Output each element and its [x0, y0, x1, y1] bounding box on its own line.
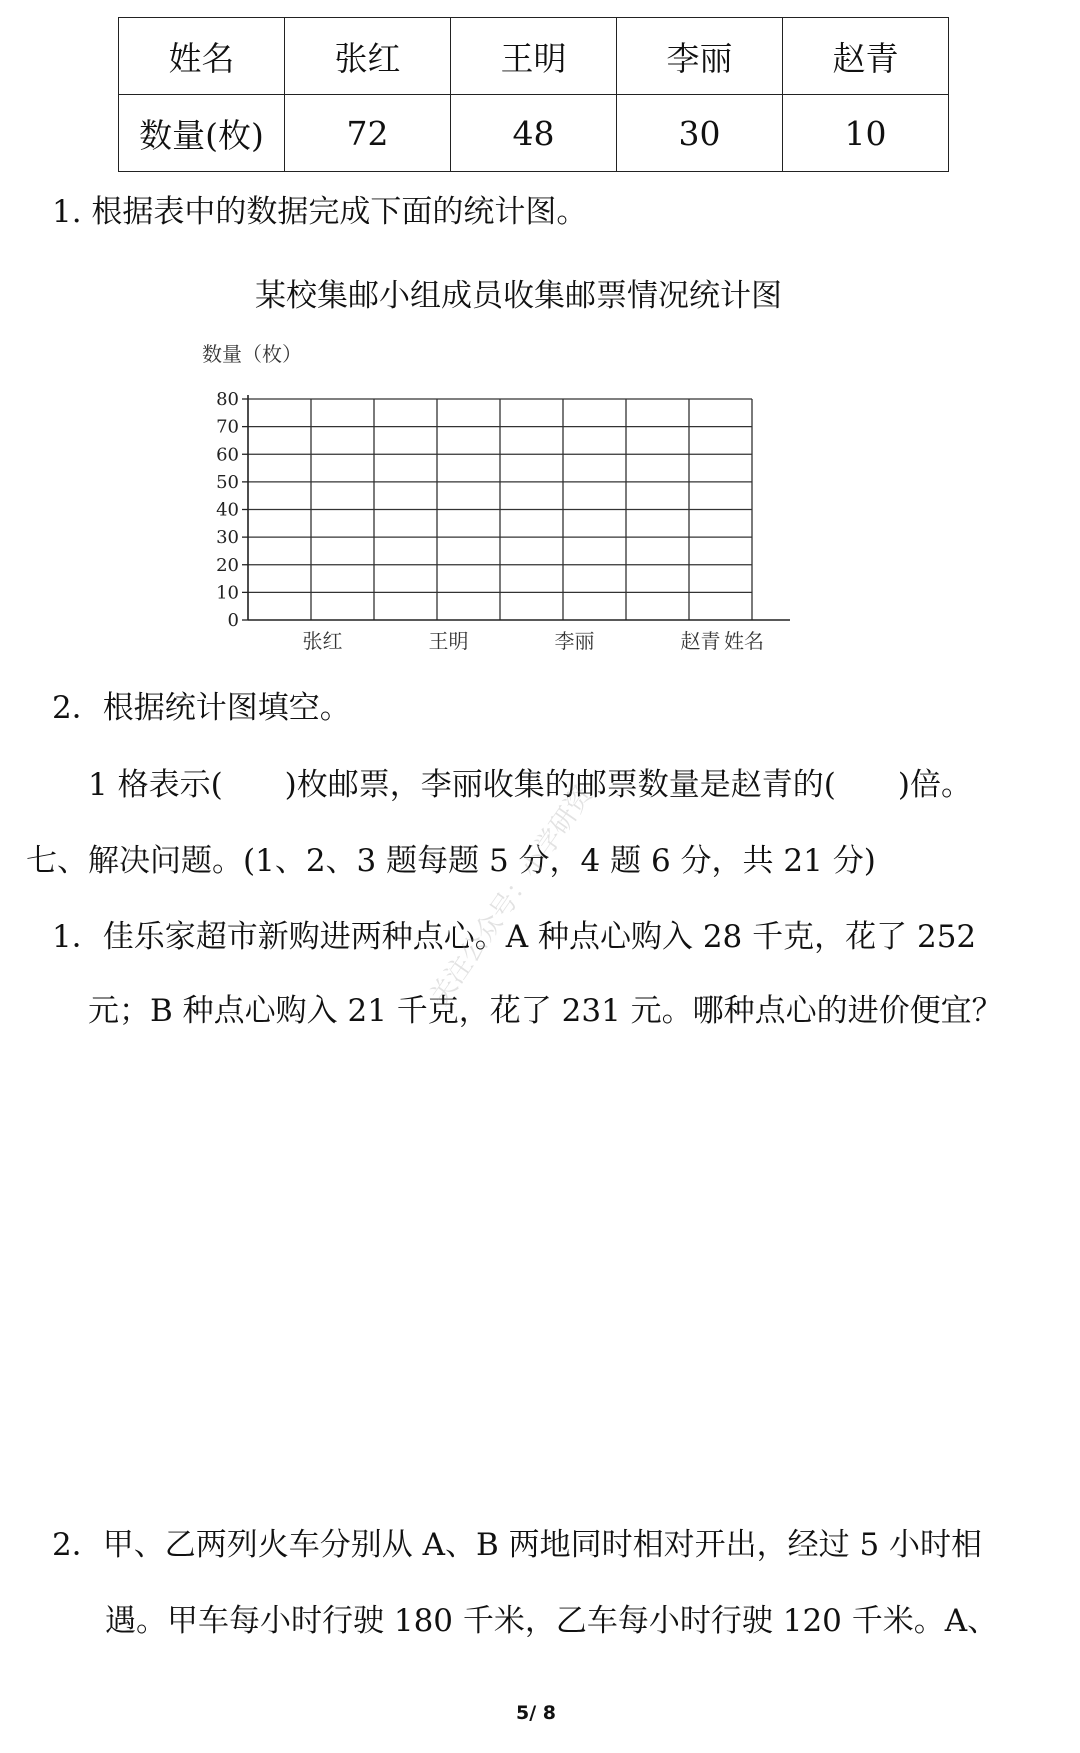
question-1: 1. 根据表中的数据完成下面的统计图。: [52, 194, 588, 230]
x-axis-label: 姓名: [724, 629, 764, 653]
y-tick-label: 20: [216, 554, 239, 576]
problem-1-line-1: 1．佳乐家超市新购进两种点心。A 种点心购入 28 千克，花了 252: [52, 919, 977, 955]
y-tick-label: 50: [216, 471, 239, 493]
problem-2-line-2: 遇。甲车每小时行驶 180 千米，乙车每小时行驶 120 千米。A、: [105, 1603, 999, 1639]
table-header-row: [119, 18, 949, 95]
table-cell: 48: [451, 95, 617, 172]
bar-chart: [190, 335, 890, 665]
y-tick-label: 80: [216, 389, 239, 410]
chart-title: 某校集邮小组成员收集邮票情况统计图: [255, 278, 782, 314]
page-number: 5/ 8: [516, 1702, 556, 1724]
y-tick-label: 70: [216, 416, 239, 438]
table-cell: 30: [617, 95, 783, 172]
table-row: [119, 95, 949, 172]
y-tick-label: 30: [216, 527, 239, 549]
table-cell: 10: [783, 95, 949, 172]
category-label: 张红: [302, 629, 343, 653]
question-2-fill: 1 格表示( )枚邮票，李丽收集的邮票数量是赵青的( )倍。: [88, 767, 972, 803]
watermark: 关注公众号：小学研资: [424, 780, 599, 1011]
table-cell: 李丽: [617, 18, 783, 95]
table-cell: 王明: [451, 18, 617, 95]
question-2: 2．根据统计图填空。: [52, 690, 351, 726]
section-7-heading: 七、解决问题。(1、2、3 题每题 5 分，4 题 6 分，共 21 分): [26, 843, 876, 879]
category-label: 王明: [428, 629, 469, 653]
y-tick-label: 0: [227, 610, 239, 631]
problem-1-line-2: 元；B 种点心购入 21 千克，花了 231 元。哪种点心的进价便宜？: [88, 993, 1003, 1029]
table-cell: 姓名: [119, 18, 285, 95]
table-cell: 张红: [285, 18, 451, 95]
y-tick-label: 40: [216, 499, 239, 521]
table-cell: 赵青: [783, 18, 949, 95]
y-tick-label: 10: [216, 582, 239, 604]
table-cell: 数量(枚): [119, 95, 285, 172]
table-cell: 72: [285, 95, 451, 172]
category-label: 赵青: [680, 629, 721, 653]
category-label: 李丽: [554, 629, 595, 653]
problem-2-line-1: 2．甲、乙两列火车分别从 A、B 两地同时相对开出，经过 5 小时相: [52, 1527, 983, 1563]
stamp-count-table: [118, 17, 949, 172]
y-axis-label: 数量（枚）: [202, 342, 302, 366]
y-tick-label: 60: [216, 444, 239, 466]
